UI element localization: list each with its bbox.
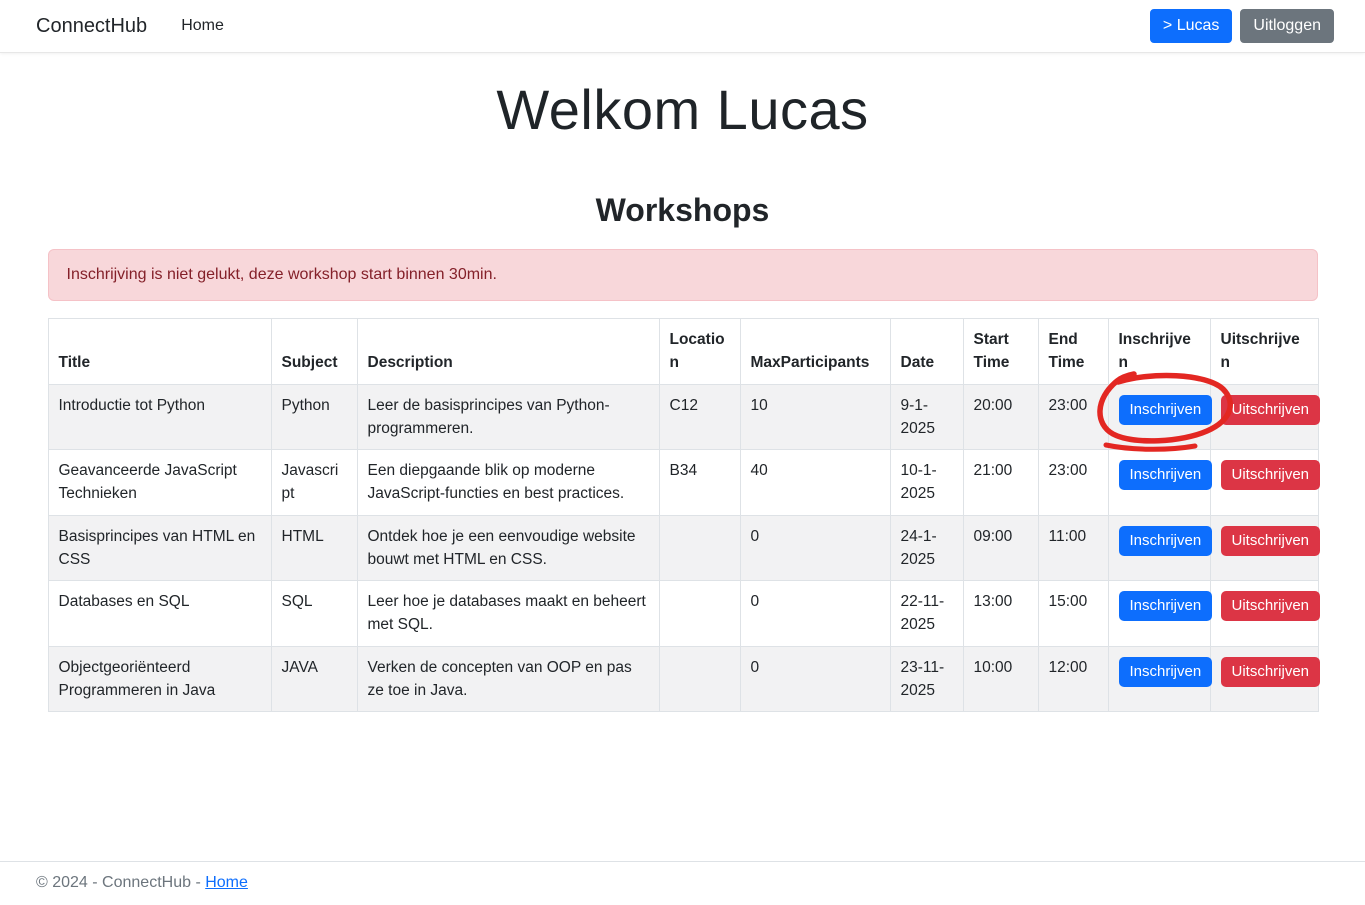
cell-description: Leer de basisprincipes van Python-programmeren.	[357, 384, 659, 450]
header-uitschrijven: Uitschrijven	[1210, 319, 1318, 385]
cell-inschrijven	[1108, 581, 1210, 647]
cell-inschrijven	[1108, 515, 1210, 581]
cell-maxparticipants: 0	[740, 515, 890, 581]
logout-button[interactable]: Uitloggen	[1240, 9, 1334, 42]
table-row	[48, 646, 1318, 712]
cell-end-time: 12:00	[1038, 646, 1108, 712]
cell-description: Ontdek hoe je een eenvoudige website bouwt met HTML en CSS.	[357, 515, 659, 581]
nav-home-link[interactable]: Home	[181, 17, 224, 34]
cell-inschrijven	[1108, 646, 1210, 712]
header-start-time: Start Time	[963, 319, 1038, 385]
footer-home-link[interactable]: Home	[205, 874, 248, 891]
cell-inschrijven	[1108, 450, 1210, 516]
workshops-table	[48, 318, 1319, 712]
cell-uitschrijven	[1210, 581, 1318, 647]
cell-date: 24-1-2025	[890, 515, 963, 581]
table-row	[48, 581, 1318, 647]
cell-uitschrijven	[1210, 384, 1318, 450]
header-location: Location	[659, 319, 740, 385]
cell-description: Leer hoe je databases maakt en beheert met SQL.	[357, 581, 659, 647]
navbar-left	[36, 15, 224, 38]
cell-end-time: 23:00	[1038, 384, 1108, 450]
header-maxparticipants: MaxParticipants	[740, 319, 890, 385]
cell-title: Objectgeoriënteerd Programmeren in Java	[48, 646, 271, 712]
brand-link[interactable]: ConnectHub	[36, 14, 148, 37]
cell-location: C12	[659, 384, 740, 450]
cell-location	[659, 646, 740, 712]
table-row	[48, 384, 1318, 450]
cell-start-time: 10:00	[963, 646, 1038, 712]
cell-subject: JAVA	[271, 646, 357, 712]
cell-maxparticipants: 10	[740, 384, 890, 450]
cell-description: Verken de concepten van OOP en pas ze toe in Java.	[357, 646, 659, 712]
cell-uitschrijven	[1210, 450, 1318, 516]
cell-maxparticipants: 40	[740, 450, 890, 516]
header-date: Date	[890, 319, 963, 385]
cell-subject: HTML	[271, 515, 357, 581]
cell-subject: Javascript	[271, 450, 357, 516]
workshops-table-container	[48, 318, 1318, 712]
cell-location	[659, 581, 740, 647]
error-alert: Inschrijving is niet gelukt, deze workshop start binnen 30min.	[48, 249, 1318, 301]
cell-subject: SQL	[271, 581, 357, 647]
cell-uitschrijven	[1210, 515, 1318, 581]
cell-uitschrijven	[1210, 646, 1318, 712]
uitschrijven-button[interactable]: Uitschrijven	[1221, 460, 1321, 490]
user-button[interactable]: > Lucas	[1150, 9, 1232, 42]
cell-end-time: 15:00	[1038, 581, 1108, 647]
welcome-heading: Welkom Lucas	[496, 78, 869, 141]
table-row	[48, 515, 1318, 581]
header-end-time: End Time	[1038, 319, 1108, 385]
table-header-row	[48, 319, 1318, 385]
cell-location: B34	[659, 450, 740, 516]
cell-description: Een diepgaande blik op moderne JavaScript-functies en best practices.	[357, 450, 659, 516]
uitschrijven-button[interactable]: Uitschrijven	[1221, 526, 1321, 556]
cell-title: Introductie tot Python	[48, 384, 271, 450]
cell-end-time: 23:00	[1038, 450, 1108, 516]
cell-start-time: 21:00	[963, 450, 1038, 516]
cell-subject: Python	[271, 384, 357, 450]
cell-title: Basisprincipes van HTML en CSS	[48, 515, 271, 581]
cell-date: 22-11-2025	[890, 581, 963, 647]
cell-title: Geavanceerde JavaScript Technieken	[48, 450, 271, 516]
cell-date: 23-11-2025	[890, 646, 963, 712]
header-title: Title	[48, 319, 271, 385]
uitschrijven-button[interactable]: Uitschrijven	[1221, 657, 1321, 687]
inschrijven-button[interactable]: Inschrijven	[1119, 657, 1213, 687]
cell-maxparticipants: 0	[740, 646, 890, 712]
cell-maxparticipants: 0	[740, 581, 890, 647]
cell-start-time: 20:00	[963, 384, 1038, 450]
inschrijven-button[interactable]: Inschrijven	[1119, 460, 1213, 490]
footer-text: © 2024 - ConnectHub -	[36, 874, 201, 891]
inschrijven-button[interactable]: Inschrijven	[1119, 526, 1213, 556]
cell-date: 9-1-2025	[890, 384, 963, 450]
cell-start-time: 09:00	[963, 515, 1038, 581]
uitschrijven-button[interactable]: Uitschrijven	[1221, 591, 1321, 621]
inschrijven-button[interactable]: Inschrijven	[1119, 591, 1213, 621]
header-subject: Subject	[271, 319, 357, 385]
navbar-right	[1150, 9, 1334, 42]
cell-location	[659, 515, 740, 581]
cell-end-time: 11:00	[1038, 515, 1108, 581]
cell-inschrijven	[1108, 384, 1210, 450]
cell-title: Databases en SQL	[48, 581, 271, 647]
navbar	[0, 0, 1365, 53]
header-inschrijven: Inschrijven	[1108, 319, 1210, 385]
table-row	[48, 450, 1318, 516]
inschrijven-button[interactable]: Inschrijven	[1119, 395, 1213, 425]
header-description: Description	[357, 319, 659, 385]
uitschrijven-button[interactable]: Uitschrijven	[1221, 395, 1321, 425]
main-content	[0, 53, 1365, 712]
footer	[0, 861, 1365, 905]
workshops-heading: Workshops	[595, 192, 770, 229]
cell-date: 10-1-2025	[890, 450, 963, 516]
cell-start-time: 13:00	[963, 581, 1038, 647]
